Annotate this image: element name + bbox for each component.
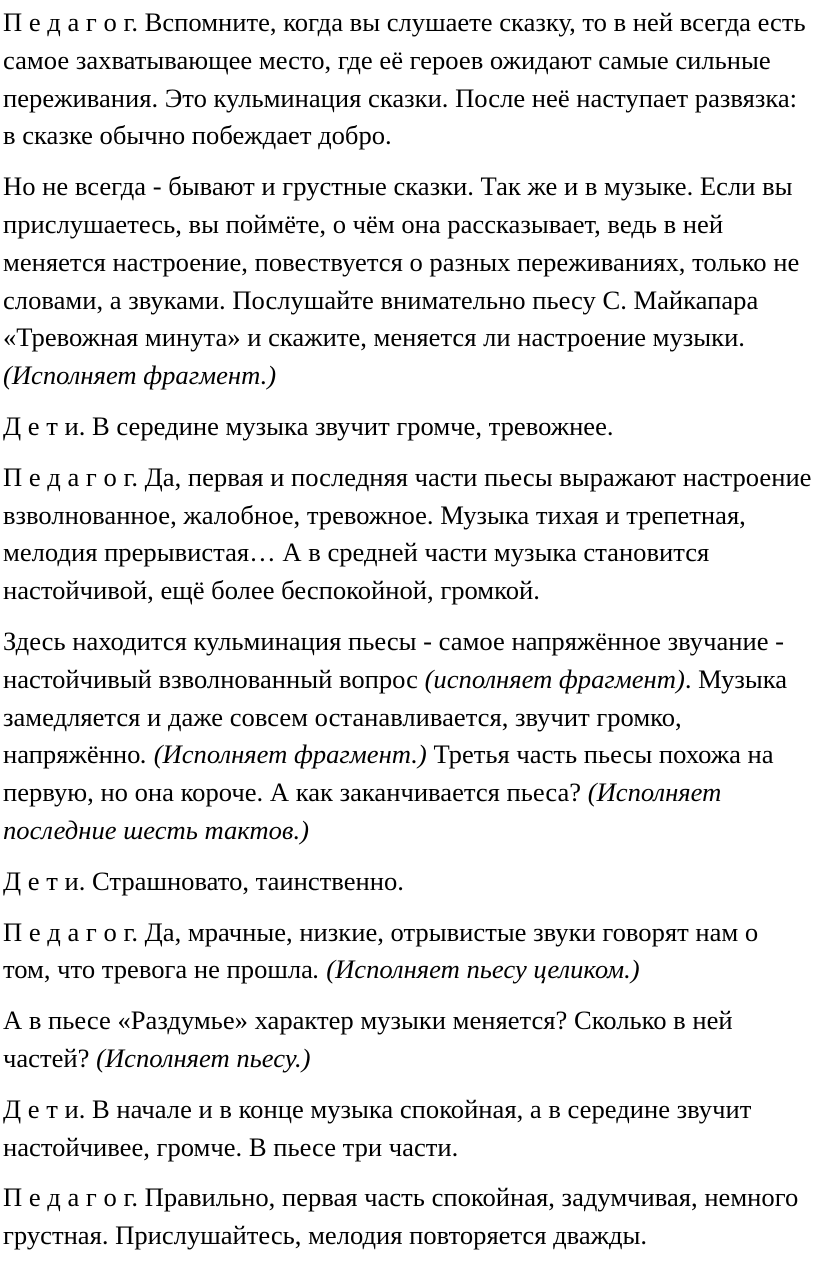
text-run: П е д а г о г. Правильно, первая часть спокойная, задумчивая, немного грустная. Прислушайтесь, мелодия повторяется дважды. [3, 1182, 799, 1251]
paragraph-sad-tales [3, 168, 812, 395]
text-run: П е д а г о г. Вспомните, когда вы слушаете сказку, то в ней всегда есть самое захватывающее место, где её героев ожидают самые сильные переживания. Это кульминация сказки. После неё наступает развязка: в сказке обычно побеждает добро. [3, 7, 806, 151]
text-run: П е д а г о г. Да, мрачные, низкие, отрывистые звуки говорят нам о том, что тревога не прошла [3, 916, 759, 985]
paragraph-children-answer-1 [3, 408, 812, 446]
text-run: Д е т и. В середине музыка звучит громче, тревожнее. [3, 410, 614, 441]
text-run: Д е т и. В начале и в конце музыка спокойная, а в середине звучит настойчивее, громче. В пьесе три части. [3, 1093, 752, 1162]
italic-stage-direction: . (Исполняет пьесу целиком.) [312, 954, 640, 985]
italic-stage-direction: . (Исполняет фрагмент.) [140, 739, 427, 770]
text-run: Но не всегда - бывают и грустные сказки. Так же и в музыке. Если вы прислушаетесь, вы поймёте, о чём она рассказывает, ведь в ней меняется настроение, повествуется о разных переживаниях, только не словами, а звуками. Послушайте внимательно пьесу С. Майкапара «Тревожная минута» и скажите, меняется ли настроение музыки. [3, 171, 800, 353]
text-run: Д е т и. Страшновато, таинственно. [3, 865, 404, 896]
paragraph-teacher-explain-3 [3, 1179, 812, 1255]
paragraph-children-answer-2 [3, 863, 812, 901]
italic-stage-direction: (Исполняет фрагмент.) [3, 360, 277, 391]
paragraph-teacher-intro [3, 4, 812, 155]
text-run: Третья часть пьесы похожа на первую, но она короче. А как заканчивается пьеса? [3, 739, 774, 808]
text-run: Здесь находится кульминация пьесы - самое напряжённое звучание - настойчивый взволнованный вопрос [3, 625, 785, 694]
paragraph-teacher-explain-1 [3, 459, 812, 610]
text-run: П е д а г о г. Да, первая и последняя части пьесы выражают настроение взволнованное, жалобное, тревожное. Музыка тихая и трепетная, мелодия прерывистая… А в средней части музыка становится настойчивой, ещё более беспокойной, громкой. [3, 461, 812, 606]
text-run: . Музыка замедляется и даже совсем останавливается, звучит громко, напряжённо [3, 663, 788, 770]
paragraph-culmination [3, 623, 812, 850]
italic-stage-direction: (Исполняет последние шесть тактов.) [3, 777, 722, 845]
italic-stage-direction: (Исполняет пьесу.) [96, 1042, 311, 1073]
paragraph-teacher-explain-2 [3, 914, 812, 990]
paragraph-children-answer-3 [3, 1091, 812, 1167]
text-run: А в пьесе «Раздумье» характер музыки меняется? Сколько в ней частей? [3, 1005, 733, 1073]
paragraph-razdumye-question [3, 1002, 812, 1078]
italic-stage-direction: (исполняет фрагмент) [424, 663, 685, 694]
